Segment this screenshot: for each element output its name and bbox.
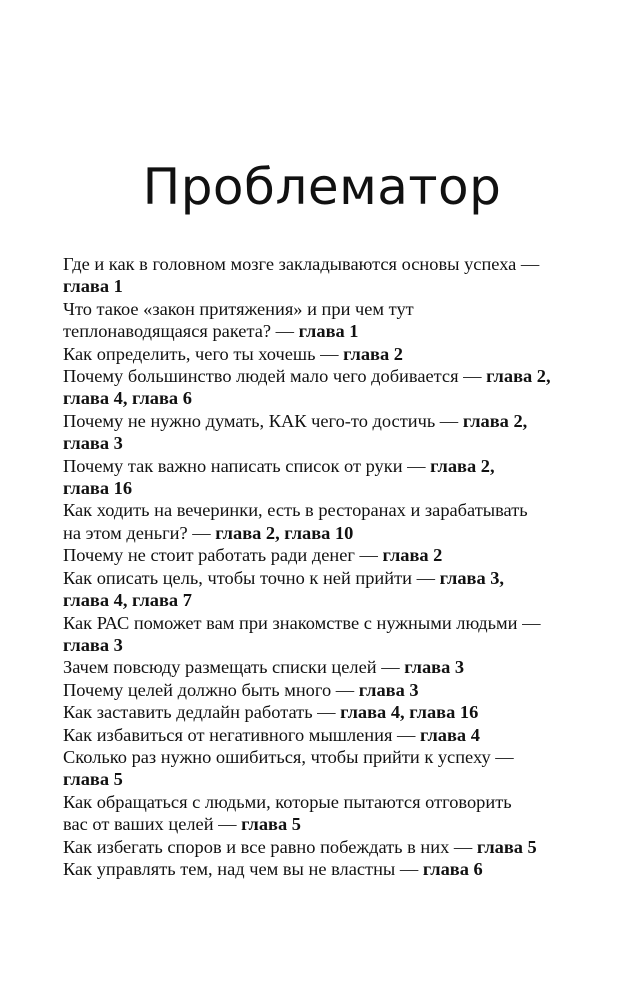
index-entry (63, 836, 553, 858)
entry-question-text: Почему так важно написать список от руки — (63, 455, 431, 476)
entry-question-text: Сколько раз нужно ошибиться, чтобы прийти к успеху — (63, 746, 514, 767)
index-entry (63, 410, 553, 455)
entry-chapter-reference: глава 5 (63, 769, 123, 790)
entry-chapter-reference: глава 3 (63, 634, 123, 655)
entry-question-text: Как избегать споров и все равно побеждать в них — (63, 836, 477, 857)
entry-question-text: Почему целей должно быть много — (63, 679, 359, 700)
entry-line (63, 836, 553, 858)
index-entry (63, 455, 553, 500)
entry-line (63, 343, 553, 365)
entry-chapter-reference: глава 4 (420, 724, 480, 745)
entry-question-text: Как определить, чего ты хочешь — (63, 343, 344, 364)
entry-chapter-reference: глава 3, (439, 567, 505, 588)
entry-chapter-reference: глава 5 (476, 836, 537, 857)
entry-question-text: Как избавиться от негативного мышления — (63, 724, 421, 745)
entry-question-text: вас от ваших целей — (63, 814, 242, 835)
entry-line (63, 410, 553, 432)
entry-line (63, 365, 553, 387)
index-entry (63, 567, 553, 612)
entry-chapter-reference: глава 3 (404, 657, 465, 678)
entry-chapter-reference: глава 1 (298, 321, 359, 342)
entry-line (63, 724, 553, 746)
entry-line (63, 612, 553, 634)
entry-chapter-reference: глава 6 (422, 858, 483, 879)
entry-line (63, 768, 553, 790)
entry-question-text: Как заставить дедлайн работать — (63, 702, 341, 723)
entry-line (63, 858, 553, 880)
entry-question-text: Зачем повсюду размещать списки целей — (63, 657, 405, 678)
entry-line (63, 455, 553, 477)
index-entry (63, 499, 553, 544)
index-entry (63, 858, 553, 880)
index-entry (63, 298, 553, 343)
entry-line (63, 679, 553, 701)
entry-question-text: Как ходить на вечеринки, есть в ресторанах и зарабатывать (63, 500, 528, 521)
index-entry (63, 746, 553, 791)
entry-question-text: Почему не стоит работать ради денег — (63, 545, 383, 566)
entry-question-text: Почему большинство людей мало чего добивается — (63, 366, 487, 387)
entry-line (63, 634, 553, 656)
entry-line (63, 567, 553, 589)
entry-line (63, 499, 553, 521)
index-entry (63, 724, 553, 746)
entry-question-text: Где и как в головном мозге закладываются основы успеха — (63, 254, 540, 274)
entry-question-text: Что такое «закон притяжения» и при чем тут (63, 298, 414, 319)
entry-line (63, 656, 553, 678)
entry-chapter-reference: глава 16 (63, 478, 133, 499)
entry-chapter-reference: глава 4, глава 6 (63, 388, 192, 409)
entry-line (63, 387, 553, 409)
entry-question-text: Как обращаться с людьми, которые пытаются отговорить (63, 791, 512, 812)
index-entry (63, 365, 553, 410)
entry-chapter-reference: глава 3 (358, 679, 419, 700)
entry-line (63, 320, 553, 342)
entry-chapter-reference: глава 2, (486, 366, 551, 387)
entry-question-text: Как РАС поможет вам при знакомстве с нужными людьми — (63, 612, 541, 633)
entry-line (63, 791, 553, 813)
entry-line (63, 275, 553, 297)
entry-question-text: Как описать цель, чтобы точно к ней прийти — (63, 567, 440, 588)
entry-chapter-reference: глава 5 (241, 814, 301, 835)
index-entry (63, 679, 553, 701)
index-entry (63, 343, 553, 365)
entry-question-text: Почему не нужно думать, КАК чего-то достичь — (63, 410, 463, 431)
entry-line (63, 432, 553, 454)
entry-line (63, 477, 553, 499)
entry-chapter-reference: глава 2, глава 10 (215, 522, 354, 543)
entry-line (63, 813, 553, 835)
entry-chapter-reference: глава 3 (63, 433, 123, 454)
index-entry (63, 612, 553, 657)
entry-chapter-reference: глава 2, (462, 410, 528, 431)
index-entry (63, 253, 553, 298)
entry-question-text: Как управлять тем, над чем вы не властны — (63, 858, 423, 879)
entry-line (63, 298, 553, 320)
entry-chapter-reference: глава 4, глава 16 (340, 702, 479, 723)
entry-line (63, 253, 553, 275)
entry-chapter-reference: глава 1 (63, 276, 123, 297)
entry-line (63, 544, 553, 566)
entry-chapter-reference: глава 2, (430, 455, 495, 476)
index-entry (63, 544, 553, 566)
entry-chapter-reference: глава 4, глава 7 (63, 590, 192, 611)
entry-line (63, 746, 553, 768)
page-title: Проблематор (142, 158, 502, 216)
entry-chapter-reference: глава 2 (343, 343, 403, 364)
entry-line (63, 522, 553, 544)
entry-chapter-reference: глава 2 (382, 545, 443, 566)
question-index-list (63, 253, 553, 880)
index-entry (63, 791, 553, 836)
entry-line (63, 589, 553, 611)
index-entry (63, 701, 553, 723)
index-entry (63, 656, 553, 678)
entry-question-text: на этом деньги? — (63, 522, 216, 543)
entry-question-text: теплонаводящаяся ракета? — (63, 321, 299, 342)
entry-line (63, 701, 553, 723)
